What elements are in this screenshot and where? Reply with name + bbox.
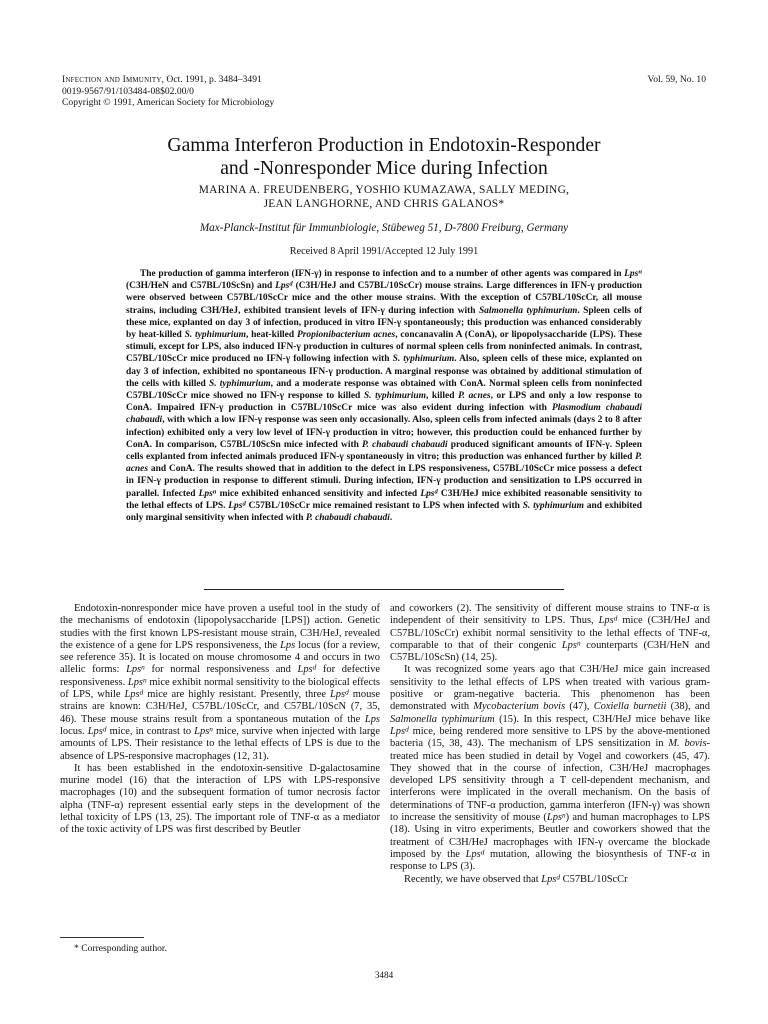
superscript-text: d — [102, 724, 107, 734]
article-title-line: Gamma Interferon Production in Endotoxin-Responder — [167, 135, 601, 156]
italic-text: Lps — [546, 812, 562, 824]
italic-text: Lps — [364, 713, 380, 725]
body-paragraph — [390, 664, 710, 873]
footnote-divider — [60, 937, 144, 938]
body-paragraph — [60, 763, 380, 837]
text-run: (38), and — [666, 701, 710, 713]
superscript-text: d — [434, 488, 438, 496]
italic-text: S. typhimurium — [184, 330, 246, 341]
text-run: (47), — [565, 701, 594, 713]
text-run: counterparts (C3H/HeN and C57BL/10ScSn) (14, 25). — [390, 639, 710, 664]
article-title-line: and -Nonresponder Mice during Infection — [220, 158, 548, 179]
text-run: (C3H/HeN and C57BL/10ScSn) and — [126, 281, 276, 292]
italic-text: Lps — [420, 488, 435, 499]
superscript-text: d — [613, 613, 618, 623]
abstract-divider — [204, 589, 564, 590]
superscript-text: d — [242, 500, 246, 508]
italic-text: P. acnes — [126, 452, 642, 475]
text-run: for normal responsiveness and — [144, 664, 298, 676]
superscript-text: d — [480, 847, 485, 857]
italic-text: M. bovis — [668, 738, 707, 750]
italic-text: Lps — [194, 725, 210, 737]
journal-copyright: Copyright © 1991, American Society for Microbiology — [62, 97, 275, 109]
text-run: . Also, spleen cells of these mice, explanted on day 3 of infection, exhibited no spontaneous IFN-γ production. A marginal response was obtained by additional stimulation of the cells with killed — [126, 354, 642, 389]
text-run: , with which a low IFN-γ response was seen only occasionally. Also, spleen cells from infected animals (days 2 to 8 after infection) exhibited only a very low level of IFN-γ production in vitro; however, this production could be enhanced further by ConA. In comparison, C57BL/10ScSn mice infected with — [126, 415, 642, 450]
italic-text: Lps — [598, 615, 614, 627]
italic-text: P. chabaudi chabaudi — [305, 513, 390, 524]
text-run: mice (C3H/HeJ and C57BL/10ScCr) exhibit normal sensitivity to the lethal effects of TNF-α, comparable to that of their congenic — [390, 615, 710, 651]
text-run: -treated mice has been studied in detail by Vogel and coworkers (45, 47). They showed that in the course of infection, C3H/HeJ macrophages developed LPS sensitivity through a T cell-dependent mechanism, and interferons were implicated in the overall mechanism. On the basis of determinations of TNF-α production, gamma interferon (IFN-γ) was shown to increase the sensitivity of mouse ( — [390, 738, 710, 824]
authors-line: JEAN LANGHORNE, AND CHRIS GALANOS* — [263, 198, 505, 210]
text-run: , killed — [425, 391, 459, 402]
italic-text: Lps — [124, 689, 140, 701]
italic-text: S. typhimurium — [363, 391, 426, 402]
superscript-text: d — [312, 662, 317, 672]
text-run: mutation, allowing the biosynthesis of TNF-α in response to LPS (3). — [390, 848, 710, 873]
superscript-text: n — [576, 638, 581, 648]
text-run: locus (for a review, see reference 35). It is located on mouse chromosome 4 and occurs in two allelic forms: — [60, 639, 381, 676]
text-run: C57BL/10ScCr mice remained resistant to LPS when infected with — [245, 500, 523, 511]
italic-text: Lps — [87, 725, 103, 737]
text-run: C57BL/10ScCr — [560, 873, 628, 885]
authors-line: MARINA A. FREUDENBERG, YOSHIO KUMAZAWA, SALLY MEDING, — [198, 184, 570, 196]
text-run: mouse strains are known: C3H/HeJ, C57BL/10ScCr, and C57BL/10ScN (7, 35, 46). These mouse strains result from a spontaneous mutation of the — [60, 689, 380, 725]
text-run: mice exhibit normal sensitivity to the biological effects of LPS, while — [60, 676, 380, 701]
italic-text: Salmonella typhimurium — [390, 713, 495, 725]
journal-volume: Vol. 59, No. 10 — [647, 74, 706, 85]
text-run: mice exhibited enhanced sensitivity and infected — [216, 488, 421, 499]
text-run: (C3H/HeJ and C57BL/10ScCr) mouse strains. Large differences in IFN-γ production were observed between C57BL/10ScCr mice and the other mouse strains. With the exception of C57BL/10ScCr, all mouse strains, including C3H/HeJ, exhibited transient levels of IFN-γ during infection with — [126, 281, 643, 316]
text-run: Endotoxin-nonresponder mice have proven a useful tool in the study of the mechanisms of endotoxin (lipopolysaccharide [LPS]) action. Genetic studies with the first known LPS-resistant mouse strain, C3H/HeJ, revealed the existence of a gene for LPS responsiveness, the — [60, 603, 380, 651]
text-run: Recently, we have observed that — [404, 873, 542, 885]
text-run: , and a moderate response was obtained with ConA. Normal spleen cells from noninfected C57BL/10ScCr mice showed no IFN-γ response to killed — [126, 378, 642, 402]
italic-text: Salmonella typhimurium — [478, 305, 578, 316]
superscript-text: d — [289, 280, 293, 288]
italic-text: Lps — [541, 873, 557, 885]
text-run: mice are highly resistant. Presently, three — [143, 689, 330, 701]
article-authors — [60, 183, 708, 211]
italic-text: Propionibacterium acnes — [296, 330, 396, 341]
text-run: , concanavalin A (ConA), or lipopolysaccharide (LPS). These stimuli, except for LPS, also induced IFN-γ production in cultures of normal spleen cells from noninfected animals. In contrast, C57BL/10ScCr mice produced no IFN-γ following infection with — [126, 330, 642, 365]
superscript-text: d — [405, 724, 409, 734]
received-date: Received 8 April 1991/Accepted 12 July 1991 — [289, 246, 479, 257]
abstract — [126, 268, 642, 524]
text-run: The production of gamma interferon (IFN-γ) in response to infection and to a number of other agents was compared in — [140, 269, 625, 279]
body-paragraph — [390, 871, 710, 886]
superscript-text: d — [139, 687, 144, 697]
page-number: 3484 — [374, 970, 394, 980]
italic-text: Lps — [198, 488, 213, 499]
italic-text: Lps — [390, 725, 406, 737]
journal-issn: 0019-9567/91/103484-08$02.00/0 — [62, 85, 194, 97]
text-run: locus. — [60, 725, 88, 737]
corresponding-author-footnote: * Corresponding author. — [74, 943, 167, 954]
italic-text: Lps — [561, 639, 577, 651]
superscript-text: n — [141, 662, 145, 672]
author-affiliation: Max-Planck-Institut für Immunbiologie, Stübeweg 51, D-7800 Freiburg, Germany — [199, 222, 569, 234]
italic-text: Lps — [297, 664, 313, 676]
italic-text: Lps — [280, 639, 296, 651]
italic-text: P. acnes — [458, 391, 491, 402]
superscript-text: n — [561, 810, 566, 820]
italic-text: S. typhimurium — [392, 354, 455, 365]
text-run: for defective responsiveness. — [60, 664, 380, 688]
text-run: , or LPS and only a low response to ConA. Impaired IFN-γ production in C57BL/10ScCr mice was also evident during infection with — [126, 391, 642, 414]
italic-text: Plasmodium chabaudi chabaudi — [126, 403, 642, 426]
superscript-text: n — [212, 488, 217, 496]
text-run: , heat-killed — [245, 330, 297, 341]
journal-date: , Oct. 1991, p. 3484–3491 — [161, 74, 262, 85]
superscript-text: n — [638, 268, 642, 276]
text-run: mice, in contrast to — [106, 725, 195, 737]
italic-text: Lps — [465, 848, 481, 860]
text-run: (15). In this respect, C3H/HeJ mice behave like — [494, 713, 710, 725]
italic-text: Lps — [624, 269, 639, 279]
article-title — [60, 134, 708, 180]
text-run: mice, being rendered more sensitive to LPS by the above-mentioned bacteria (15, 38, 43). The mechanism of LPS sensitization in — [390, 725, 710, 750]
italic-text: Lps — [127, 676, 143, 688]
italic-text: S. typhimurium — [522, 500, 584, 511]
journal-name: Infection and Immunity — [62, 74, 162, 85]
journal-header — [62, 74, 274, 109]
italic-text: Lps — [228, 500, 243, 511]
italic-text: P. chabaudi chabaudi — [362, 439, 448, 450]
italic-text: S. typhimurium — [209, 378, 271, 389]
body-column-right — [390, 603, 710, 886]
journal-citation — [62, 74, 274, 86]
superscript-text: n — [143, 675, 147, 685]
body-paragraph — [390, 603, 710, 664]
italic-text: Lps — [329, 689, 346, 701]
text-run: ) and human macrophages to LPS (18). Using in vitro experiments, Beutler and coworkers showed that the treatment of C3H/HeJ macrophages with IFN-γ overcame the blockade imposed by the — [390, 812, 711, 860]
text-run: . Spleen cells of these mice, explanted on day 3 of infection, produced in vitro IFN-γ spontaneously; this production was enhanced considerably by heat-killed — [126, 305, 642, 341]
superscript-text: d — [345, 687, 349, 697]
text-run: It was recognized some years ago that C3H/HeJ mice gain increased sensitivity to the lethal effects of LPS when treated with various gram-positive or gram-negative bacteria. This phenomenon has been demonstrated with — [390, 664, 710, 713]
text-run: and exhibited only marginal sensitivity when infected with — [126, 500, 642, 524]
body-paragraph — [60, 603, 380, 763]
text-run: produced significant amounts of IFN-γ. Spleen cells explanted from infected animals produced IFN-γ spontaneously in vitro; this production was enhanced further by killed — [126, 439, 642, 463]
body-column-left — [60, 603, 380, 837]
italic-text: Coxiella burnetii — [593, 701, 667, 713]
text-run: . — [389, 513, 393, 524]
italic-text: Mycobacterium bovis — [473, 701, 566, 713]
superscript-text: n — [209, 724, 213, 734]
superscript-text: d — [556, 871, 561, 881]
italic-text: Lps — [275, 281, 290, 292]
text-run: mice, survive when injected with large amounts of LPS. Their resistance to the lethal effects of LPS is due to the absence of LPS-responsive macrophages (12, 31). — [60, 725, 380, 762]
text-run: C3H/HeJ mice exhibited reasonable sensitivity to the lethal effects of LPS. — [126, 488, 643, 511]
italic-text: Lps — [126, 664, 142, 676]
text-run: It has been established in the endotoxin-sensitive D-galactosamine murine model (16) that the interaction of LPS with LPS-responsive macrophages (10) and the subsequent formation of tumor necrosis factor alpha (TNF-α) represent essential early steps in the development of the lethal toxicity of LPS (13, 25). The important role of TNF-α as a mediator of the toxic activity of LPS was first described by Beutler — [60, 762, 380, 836]
text-run: and ConA. The results showed that in addition to the defect in LPS responsiveness, C57BL/10ScCr mice possess a defect in IFN-γ production in response to different stimuli. During infection, IFN-γ production and sensitization to LPS occurred in parallel. Infected — [126, 464, 642, 499]
text-run: and coworkers (2). The sensitivity of different mouse strains to TNF-α is independent of their sensitivity to LPS. Thus, — [390, 603, 710, 627]
